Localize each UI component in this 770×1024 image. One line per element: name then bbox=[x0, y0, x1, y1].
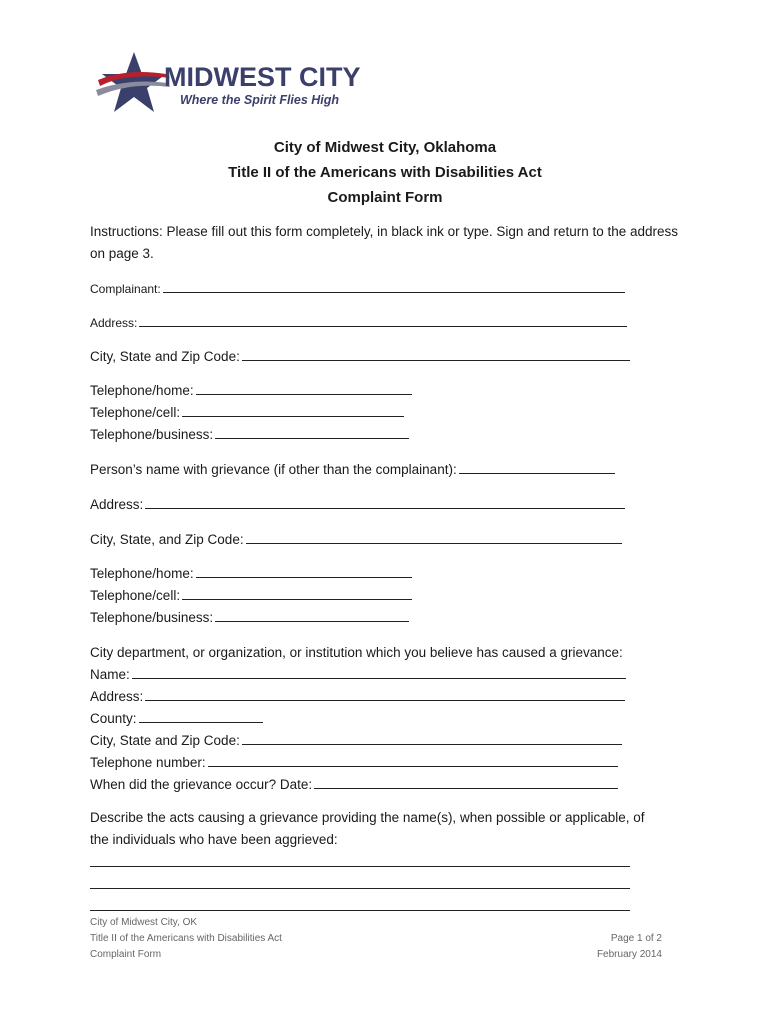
when-row bbox=[90, 775, 618, 795]
midwest-city-logo bbox=[96, 50, 376, 116]
telephone-number-label: Telephone number: bbox=[90, 755, 206, 770]
city3-label: City, State and Zip Code: bbox=[90, 733, 240, 748]
city1-input[interactable] bbox=[242, 347, 630, 361]
city2-row bbox=[90, 530, 622, 550]
city3-input[interactable] bbox=[242, 731, 622, 745]
county-label: County: bbox=[90, 711, 137, 726]
dept-heading-text: City department, or organization, or institution which you believe has caused a grievance: bbox=[90, 645, 623, 660]
title-line-1: City of Midwest City, Oklahoma bbox=[273, 139, 497, 156]
logo-name: MIDWEST CITY bbox=[164, 62, 361, 92]
person-grievance-row bbox=[90, 460, 615, 480]
telephone-number-input[interactable] bbox=[208, 753, 618, 767]
tel-cell2-input[interactable] bbox=[182, 586, 412, 600]
tel-home2-label: Telephone/home: bbox=[90, 566, 194, 581]
page-number: Page 1 of 2 bbox=[610, 933, 662, 944]
tel-cell1-label: Telephone/cell: bbox=[90, 405, 181, 420]
tel-business2-input[interactable] bbox=[215, 608, 409, 622]
tel-business1-row bbox=[90, 425, 409, 445]
tel-cell1-input[interactable] bbox=[182, 403, 404, 417]
city1-row bbox=[90, 347, 630, 367]
complainant-label: Complainant: bbox=[90, 282, 161, 296]
describe-row bbox=[90, 808, 645, 828]
describe-line-3[interactable] bbox=[90, 910, 630, 911]
telephone-number-row bbox=[90, 753, 618, 773]
footer-form: Complaint Form bbox=[90, 949, 162, 960]
tel-home1-row bbox=[90, 381, 412, 401]
star-logo-icon bbox=[96, 50, 376, 116]
when-input[interactable] bbox=[314, 775, 618, 789]
city1-label: City, State and Zip Code: bbox=[90, 349, 240, 364]
tel-business1-label: Telephone/business: bbox=[90, 427, 214, 442]
tel-cell1-row bbox=[90, 403, 404, 423]
logo-tagline: Where the Spirit Flies High bbox=[180, 93, 340, 107]
tel-business1-input[interactable] bbox=[215, 425, 409, 439]
address2-row bbox=[90, 495, 625, 515]
when-label: When did the grievance occur? Date: bbox=[90, 777, 313, 792]
tel-business2-row bbox=[90, 608, 409, 628]
person-grievance-label: Person’s name with grievance (if other than the complainant): bbox=[90, 462, 457, 477]
name-label: Name: bbox=[90, 667, 130, 682]
instructions: Instructions: Please fill out this form completely, in black ink or type. Sign and return to the address on page 3. bbox=[90, 224, 679, 261]
footer-title: Title II of the Americans with Disabilities Act bbox=[90, 933, 282, 944]
tel-business2-label: Telephone/business: bbox=[90, 610, 214, 625]
describe-text: Describe the acts causing a grievance providing the name(s), when possible or applicable, of bbox=[90, 810, 645, 825]
complainant-row bbox=[90, 279, 625, 299]
footer-right bbox=[597, 931, 662, 963]
complainant-input[interactable] bbox=[163, 279, 625, 293]
address3-row bbox=[90, 687, 625, 707]
title-line-3: Complaint Form bbox=[327, 189, 443, 206]
city2-label: City, State, and Zip Code: bbox=[90, 532, 244, 547]
city3-row bbox=[90, 731, 622, 751]
document-title bbox=[0, 135, 770, 210]
tel-home1-label: Telephone/home: bbox=[90, 383, 194, 398]
tel-home1-input[interactable] bbox=[196, 381, 412, 395]
address2-input[interactable] bbox=[145, 495, 625, 509]
describe-text-2: the individuals who have been aggrieved: bbox=[90, 832, 338, 847]
county-row bbox=[90, 709, 263, 729]
county-input[interactable] bbox=[139, 709, 263, 723]
name-row bbox=[90, 665, 626, 685]
city2-input[interactable] bbox=[246, 530, 622, 544]
address3-label: Address: bbox=[90, 689, 144, 704]
address3-input[interactable] bbox=[145, 687, 625, 701]
dept-heading bbox=[90, 643, 623, 663]
tel-home2-input[interactable] bbox=[196, 564, 412, 578]
name-input[interactable] bbox=[132, 665, 626, 679]
address1-row bbox=[90, 313, 627, 333]
tel-home2-row bbox=[90, 564, 412, 584]
title-line-2: Title II of the Americans with Disabilities Act bbox=[228, 164, 542, 181]
footer-left bbox=[90, 915, 282, 963]
describe-line-1[interactable] bbox=[90, 866, 630, 867]
address2-label: Address: bbox=[90, 497, 144, 512]
describe-row-2 bbox=[90, 830, 338, 850]
tel-cell2-label: Telephone/cell: bbox=[90, 588, 181, 603]
address1-input[interactable] bbox=[139, 313, 627, 327]
address1-label: Address: bbox=[90, 316, 138, 330]
person-grievance-input[interactable] bbox=[459, 460, 615, 474]
describe-line-2[interactable] bbox=[90, 888, 630, 889]
footer-city: City of Midwest City, OK bbox=[90, 917, 198, 928]
footer-date: February 2014 bbox=[596, 949, 662, 960]
tel-cell2-row bbox=[90, 586, 412, 606]
